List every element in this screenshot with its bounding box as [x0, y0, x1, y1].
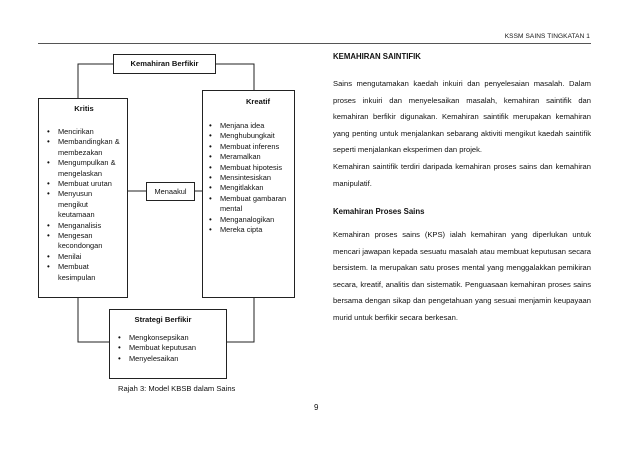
strategi-berfikir-box	[109, 309, 227, 379]
section1-paragraph2: Kemahiran saintifik terdiri daripada kemahiran proses sains dan kemahiran manipulatif.	[333, 162, 591, 188]
kreatif-list	[207, 121, 290, 235]
kritis-item: • Mengesan kecondongan	[45, 231, 123, 252]
kritis-item: • Menganalisis	[45, 221, 123, 231]
connector-kritis-strategi	[78, 298, 109, 342]
kritis-item: • Membandingkan & membezakan	[45, 137, 123, 158]
kritis-item: • Menyusun mengikut keutamaan	[45, 189, 123, 220]
kemahiran-berfikir-title: Kemahiran Berfikir	[130, 59, 199, 68]
kreatif-title: Kreatif	[245, 97, 270, 106]
page-number: 9	[314, 403, 319, 412]
connector-kreatif-strategi	[227, 298, 254, 342]
strategi-list	[116, 333, 222, 364]
section1-block	[333, 52, 591, 61]
connector-kemahiran-kritis	[78, 64, 113, 98]
kreatif-item: • Mensintesiskan	[207, 173, 290, 183]
figure-caption: Rajah 3: Model KBSB dalam Sains	[118, 384, 236, 393]
kritis-box	[38, 98, 128, 298]
kreatif-item: • Meramalkan	[207, 152, 290, 162]
kreatif-item: • Menganalogikan	[207, 215, 290, 225]
kritis-title: Kritis	[74, 104, 94, 113]
page-header: KSSM SAINS TINGKATAN 1	[504, 33, 590, 40]
kreatif-box	[202, 90, 295, 298]
section1-heading: KEMAHIRAN SAINTIFIK	[333, 52, 421, 61]
kritis-item: • Mengumpulkan & mengelaskan	[45, 158, 123, 179]
kemahiran-berfikir-box	[113, 54, 216, 74]
connector-kemahiran-kreatif	[216, 64, 254, 90]
kritis-item: • Mencirikan	[45, 127, 123, 137]
kritis-list	[45, 127, 123, 283]
section1-paragraph1: Sains mengutamakan kaedah inkuiri dan penyelesaian masalah. Dalam proses inkuiri dan menyelesaikan masalah, kemahiran saintifik dan kemahiran berfikir digunakan. Kemahiran saintifik merupakan kemahiran yang penting untuk menjalankan sebarang aktiviti mengikut kaedah saintifik seperti menjalankan eksperimen dan projek.	[333, 79, 591, 154]
section2-block	[333, 207, 591, 216]
kreatif-item: • Membuat hipotesis	[207, 163, 290, 173]
kreatif-item: • Menghubungkait	[207, 131, 290, 141]
kreatif-item: • Menjana idea	[207, 121, 290, 131]
kritis-item: • Membuat kesimpulan	[45, 262, 123, 283]
kritis-item: • Menilai	[45, 252, 123, 262]
strategi-item: • Mengkonsepsikan	[116, 333, 222, 343]
section1-para2-block	[333, 159, 591, 192]
section2-paragraph1: Kemahiran proses sains (KPS) ialah kemahiran yang diperlukan untuk mencari jawapan kepada sesuatu masalah atau membuat keputusan secara bersistem. Ia merupakan satu proses mental yang menggalakkan pemikiran secara, kreatif, analitis dan sistematik. Penguasaan kemahiran proses sains bersama dengan sikap dan pengetahuan yang sesuai menjamin keupayaan murid untuk berfikir secara berkesan.	[333, 230, 591, 322]
kreatif-item: • Mengitlakkan	[207, 183, 290, 193]
kreatif-item: • Mereka cipta	[207, 225, 290, 235]
strategi-berfikir-title: Strategi Berfikir	[134, 315, 192, 324]
section1-para1-block	[333, 76, 591, 159]
strategi-item: • Membuat keputusan	[116, 343, 222, 353]
kreatif-item: • Membuat gambaran mental	[207, 194, 290, 215]
menaakul-box	[146, 182, 195, 201]
strategi-item: • Menyelesaikan	[116, 354, 222, 364]
section2-para1-block	[333, 227, 591, 326]
kreatif-item: • Membuat inferens	[207, 142, 290, 152]
kritis-item: • Membuat urutan	[45, 179, 123, 189]
menaakul-label: Menaakul	[154, 187, 187, 196]
section2-heading: Kemahiran Proses Sains	[333, 207, 425, 216]
